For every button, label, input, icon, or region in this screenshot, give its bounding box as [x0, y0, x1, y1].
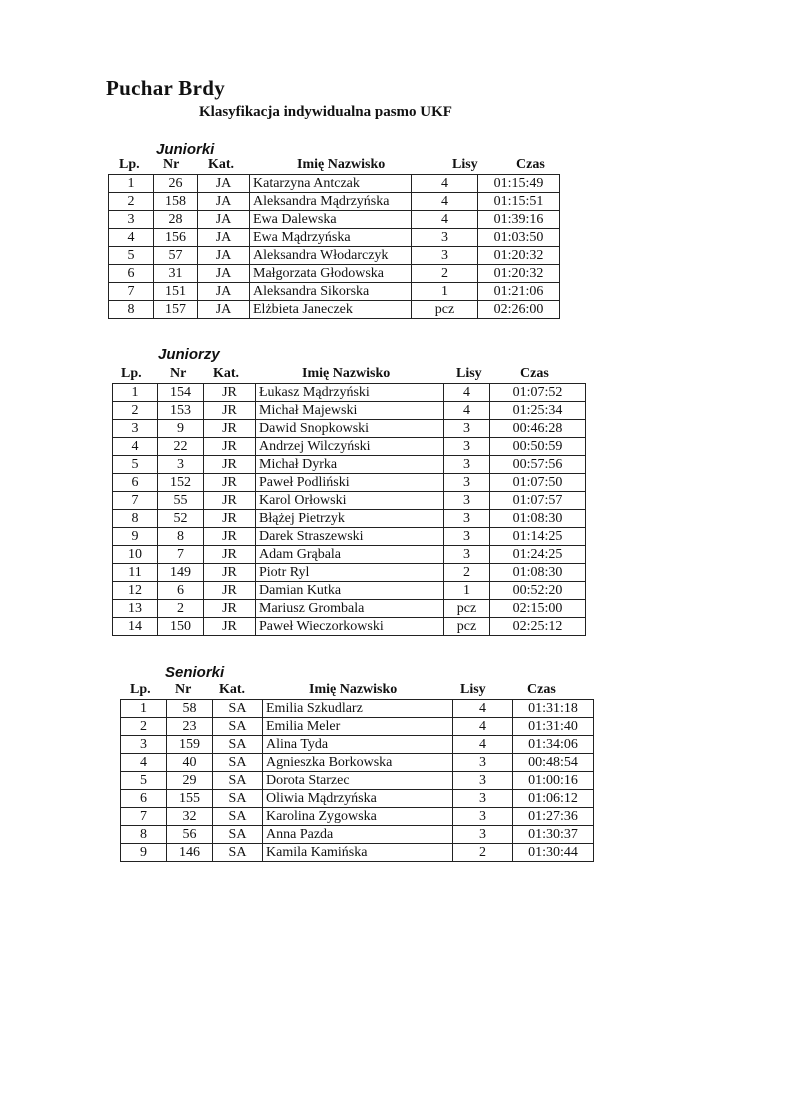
cell-kat: JR: [204, 582, 256, 600]
cell-nr: 29: [167, 772, 213, 790]
table-row: [113, 474, 586, 492]
cell-kat: JA: [198, 193, 250, 211]
cell-name: Elżbieta Janeczek: [250, 301, 412, 319]
results-table: [120, 699, 594, 862]
cell-lisy: 1: [444, 582, 490, 600]
cell-name: Piotr Ryl: [256, 564, 444, 582]
cell-kat: JR: [204, 546, 256, 564]
cell-name: Emilia Szkudlarz: [263, 700, 453, 718]
cell-name: Andrzej Wilczyński: [256, 438, 444, 456]
cell-nr: 154: [158, 384, 204, 402]
cell-name: Anna Pazda: [263, 826, 453, 844]
cell-lisy: 4: [444, 402, 490, 420]
cell-kat: JR: [204, 384, 256, 402]
cell-czas: 01:15:51: [478, 193, 560, 211]
cell-kat: JA: [198, 283, 250, 301]
table-row: [121, 844, 594, 862]
cell-lp: 5: [113, 456, 158, 474]
cell-lisy: 3: [444, 492, 490, 510]
cell-lisy: 1: [412, 283, 478, 301]
cell-nr: 26: [154, 175, 198, 193]
cell-lisy: 4: [444, 384, 490, 402]
cell-nr: 52: [158, 510, 204, 528]
cell-czas: 00:52:20: [490, 582, 586, 600]
col-header-nr: Nr: [170, 366, 187, 381]
cell-kat: JR: [204, 600, 256, 618]
table-row: [121, 826, 594, 844]
col-header-lisy: Lisy: [452, 157, 478, 172]
table-row: [113, 438, 586, 456]
cell-kat: JR: [204, 618, 256, 636]
table-row: [109, 193, 560, 211]
cell-name: Błążej Pietrzyk: [256, 510, 444, 528]
table-header: [0, 682, 800, 700]
cell-lisy: pcz: [444, 600, 490, 618]
cell-nr: 40: [167, 754, 213, 772]
cell-lisy: 3: [444, 510, 490, 528]
cell-nr: 146: [167, 844, 213, 862]
cell-kat: JR: [204, 456, 256, 474]
cell-lp: 10: [113, 546, 158, 564]
cell-nr: 149: [158, 564, 204, 582]
col-header-name: Imię Nazwisko: [309, 682, 398, 697]
cell-czas: 01:30:37: [513, 826, 594, 844]
cell-lp: 8: [109, 301, 154, 319]
cell-kat: SA: [213, 700, 263, 718]
cell-lp: 4: [113, 438, 158, 456]
cell-lisy: 3: [453, 772, 513, 790]
col-header-czas: Czas: [516, 157, 545, 172]
cell-nr: 158: [154, 193, 198, 211]
cell-kat: JR: [204, 510, 256, 528]
cell-lp: 3: [121, 736, 167, 754]
cell-nr: 56: [167, 826, 213, 844]
cell-lp: 4: [109, 229, 154, 247]
cell-lisy: 4: [453, 718, 513, 736]
table-row: [109, 229, 560, 247]
col-header-kat: Kat.: [213, 366, 240, 381]
cell-czas: 01:08:30: [490, 510, 586, 528]
cell-name: Mariusz Grombala: [256, 600, 444, 618]
cell-name: Adam Grąbala: [256, 546, 444, 564]
cell-name: Emilia Meler: [263, 718, 453, 736]
cell-nr: 28: [154, 211, 198, 229]
table-row: [109, 247, 560, 265]
cell-lisy: 4: [453, 736, 513, 754]
cell-lisy: 3: [453, 808, 513, 826]
cell-nr: 150: [158, 618, 204, 636]
cell-czas: 01:24:25: [490, 546, 586, 564]
cell-kat: JA: [198, 265, 250, 283]
results-table: [108, 174, 560, 319]
table-row: [109, 265, 560, 283]
cell-nr: 22: [158, 438, 204, 456]
cell-lp: 9: [113, 528, 158, 546]
cell-nr: 153: [158, 402, 204, 420]
cell-name: Damian Kutka: [256, 582, 444, 600]
table-row: [113, 582, 586, 600]
cell-lp: 3: [113, 420, 158, 438]
cell-kat: SA: [213, 736, 263, 754]
cell-kat: JR: [204, 402, 256, 420]
cell-lisy: 3: [444, 546, 490, 564]
cell-lisy: 3: [453, 790, 513, 808]
cell-lp: 1: [121, 700, 167, 718]
cell-lisy: pcz: [444, 618, 490, 636]
col-header-kat: Kat.: [219, 682, 246, 697]
cell-lp: 2: [113, 402, 158, 420]
table-row: [113, 546, 586, 564]
cell-lp: 1: [109, 175, 154, 193]
cell-kat: SA: [213, 718, 263, 736]
cell-lp: 7: [121, 808, 167, 826]
col-header-nr: Nr: [163, 157, 180, 172]
table-row: [121, 754, 594, 772]
cell-name: Małgorzata Głodowska: [250, 265, 412, 283]
cell-lp: 7: [113, 492, 158, 510]
col-header-lisy: Lisy: [460, 682, 486, 697]
table-row: [113, 420, 586, 438]
cell-lisy: 3: [444, 438, 490, 456]
cell-lp: 1: [113, 384, 158, 402]
table-header: [0, 157, 800, 175]
cell-czas: 01:15:49: [478, 175, 560, 193]
cell-lisy: 4: [412, 193, 478, 211]
col-header-name: Imię Nazwisko: [297, 157, 386, 172]
cell-lp: 7: [109, 283, 154, 301]
table-row: [121, 790, 594, 808]
cell-kat: JA: [198, 247, 250, 265]
cell-czas: 01:30:44: [513, 844, 594, 862]
table-row: [113, 618, 586, 636]
cell-name: Darek Straszewski: [256, 528, 444, 546]
cell-czas: 01:20:32: [478, 265, 560, 283]
cell-kat: JR: [204, 492, 256, 510]
cell-name: Ewa Dalewska: [250, 211, 412, 229]
cell-czas: 00:48:54: [513, 754, 594, 772]
cell-czas: 01:39:16: [478, 211, 560, 229]
cell-lisy: 3: [444, 474, 490, 492]
cell-kat: SA: [213, 772, 263, 790]
cell-name: Dorota Starzec: [263, 772, 453, 790]
results-table: [112, 383, 586, 636]
cell-name: Łukasz Mądrzyński: [256, 384, 444, 402]
cell-lp: 5: [121, 772, 167, 790]
table-row: [121, 700, 594, 718]
cell-lp: 12: [113, 582, 158, 600]
table-row: [121, 772, 594, 790]
table-row: [121, 736, 594, 754]
table-row: [121, 808, 594, 826]
cell-czas: 01:00:16: [513, 772, 594, 790]
cell-nr: 159: [167, 736, 213, 754]
table-header: [0, 366, 800, 384]
cell-nr: 23: [167, 718, 213, 736]
col-header-nr: Nr: [175, 682, 192, 697]
cell-czas: 01:25:34: [490, 402, 586, 420]
cell-lisy: 3: [444, 420, 490, 438]
cell-lisy: 2: [444, 564, 490, 582]
table-row: [113, 510, 586, 528]
cell-lp: 5: [109, 247, 154, 265]
cell-czas: 01:08:30: [490, 564, 586, 582]
cell-czas: 02:25:12: [490, 618, 586, 636]
cell-name: Michał Dyrka: [256, 456, 444, 474]
cell-lisy: 4: [412, 211, 478, 229]
section-label: Juniorki: [156, 141, 215, 158]
cell-name: Agnieszka Borkowska: [263, 754, 453, 772]
section-label: Juniorzy: [158, 346, 220, 363]
table-row: [113, 492, 586, 510]
cell-name: Oliwia Mądrzyńska: [263, 790, 453, 808]
table-row: [109, 283, 560, 301]
cell-kat: JR: [204, 528, 256, 546]
cell-lp: 8: [121, 826, 167, 844]
cell-name: Katarzyna Antczak: [250, 175, 412, 193]
cell-lisy: 4: [453, 700, 513, 718]
cell-name: Karolina Zygowska: [263, 808, 453, 826]
cell-kat: JA: [198, 175, 250, 193]
cell-lp: 6: [109, 265, 154, 283]
cell-lisy: 3: [453, 826, 513, 844]
cell-kat: SA: [213, 754, 263, 772]
cell-lisy: pcz: [412, 301, 478, 319]
cell-lisy: 3: [444, 528, 490, 546]
cell-nr: 156: [154, 229, 198, 247]
cell-lisy: 2: [453, 844, 513, 862]
col-header-czas: Czas: [520, 366, 549, 381]
table-row: [113, 402, 586, 420]
cell-czas: 01:03:50: [478, 229, 560, 247]
page-subtitle: Klasyfikacja indywidualna pasmo UKF: [199, 104, 452, 120]
cell-nr: 2: [158, 600, 204, 618]
cell-name: Aleksandra Mądrzyńska: [250, 193, 412, 211]
cell-lisy: 4: [412, 175, 478, 193]
col-header-lp: Lp.: [121, 366, 142, 381]
cell-name: Paweł Podliński: [256, 474, 444, 492]
col-header-czas: Czas: [527, 682, 556, 697]
cell-lp: 3: [109, 211, 154, 229]
cell-czas: 01:14:25: [490, 528, 586, 546]
cell-lp: 2: [109, 193, 154, 211]
cell-nr: 57: [154, 247, 198, 265]
table-row: [109, 301, 560, 319]
cell-kat: JA: [198, 301, 250, 319]
cell-czas: 02:26:00: [478, 301, 560, 319]
cell-kat: JR: [204, 420, 256, 438]
cell-nr: 157: [154, 301, 198, 319]
cell-czas: 01:21:06: [478, 283, 560, 301]
cell-nr: 8: [158, 528, 204, 546]
cell-nr: 31: [154, 265, 198, 283]
cell-name: Aleksandra Sikorska: [250, 283, 412, 301]
cell-kat: JR: [204, 438, 256, 456]
cell-nr: 9: [158, 420, 204, 438]
cell-kat: JR: [204, 474, 256, 492]
cell-czas: 01:07:52: [490, 384, 586, 402]
cell-name: Dawid Snopkowski: [256, 420, 444, 438]
cell-czas: 00:46:28: [490, 420, 586, 438]
cell-lp: 2: [121, 718, 167, 736]
cell-czas: 01:34:06: [513, 736, 594, 754]
cell-nr: 6: [158, 582, 204, 600]
cell-name: Michał Majewski: [256, 402, 444, 420]
col-header-kat: Kat.: [208, 157, 235, 172]
cell-name: Ewa Mądrzyńska: [250, 229, 412, 247]
col-header-lp: Lp.: [130, 682, 151, 697]
cell-czas: 01:06:12: [513, 790, 594, 808]
cell-kat: SA: [213, 844, 263, 862]
cell-lisy: 2: [412, 265, 478, 283]
table-row: [113, 528, 586, 546]
cell-lp: 13: [113, 600, 158, 618]
table-row: [113, 600, 586, 618]
cell-lisy: 3: [412, 229, 478, 247]
page-title: Puchar Brdy: [106, 76, 226, 100]
cell-nr: 7: [158, 546, 204, 564]
cell-name: Paweł Wieczorkowski: [256, 618, 444, 636]
cell-name: Karol Orłowski: [256, 492, 444, 510]
table-row: [113, 564, 586, 582]
col-header-lp: Lp.: [119, 157, 140, 172]
cell-name: Aleksandra Włodarczyk: [250, 247, 412, 265]
table-row: [109, 211, 560, 229]
cell-nr: 151: [154, 283, 198, 301]
cell-lp: 4: [121, 754, 167, 772]
col-header-lisy: Lisy: [456, 366, 482, 381]
cell-czas: 01:20:32: [478, 247, 560, 265]
cell-lp: 8: [113, 510, 158, 528]
cell-lp: 14: [113, 618, 158, 636]
cell-czas: 00:57:56: [490, 456, 586, 474]
cell-czas: 00:50:59: [490, 438, 586, 456]
cell-lisy: 3: [412, 247, 478, 265]
cell-czas: 01:07:57: [490, 492, 586, 510]
cell-czas: 01:31:18: [513, 700, 594, 718]
cell-kat: SA: [213, 826, 263, 844]
cell-kat: JR: [204, 564, 256, 582]
cell-name: Kamila Kamińska: [263, 844, 453, 862]
cell-name: Alina Tyda: [263, 736, 453, 754]
cell-nr: 152: [158, 474, 204, 492]
table-row: [109, 175, 560, 193]
cell-lp: 6: [121, 790, 167, 808]
table-row: [113, 456, 586, 474]
cell-czas: 01:27:36: [513, 808, 594, 826]
cell-lp: 9: [121, 844, 167, 862]
table-row: [121, 718, 594, 736]
cell-nr: 32: [167, 808, 213, 826]
cell-kat: SA: [213, 790, 263, 808]
cell-lp: 11: [113, 564, 158, 582]
cell-kat: SA: [213, 808, 263, 826]
cell-czas: 02:15:00: [490, 600, 586, 618]
section-label: Seniorki: [165, 664, 225, 681]
cell-kat: JA: [198, 211, 250, 229]
col-header-name: Imię Nazwisko: [302, 366, 391, 381]
cell-nr: 58: [167, 700, 213, 718]
cell-lisy: 3: [444, 456, 490, 474]
cell-czas: 01:07:50: [490, 474, 586, 492]
cell-nr: 155: [167, 790, 213, 808]
cell-czas: 01:31:40: [513, 718, 594, 736]
table-row: [113, 384, 586, 402]
cell-nr: 55: [158, 492, 204, 510]
cell-nr: 3: [158, 456, 204, 474]
cell-lisy: 3: [453, 754, 513, 772]
cell-lp: 6: [113, 474, 158, 492]
cell-kat: JA: [198, 229, 250, 247]
